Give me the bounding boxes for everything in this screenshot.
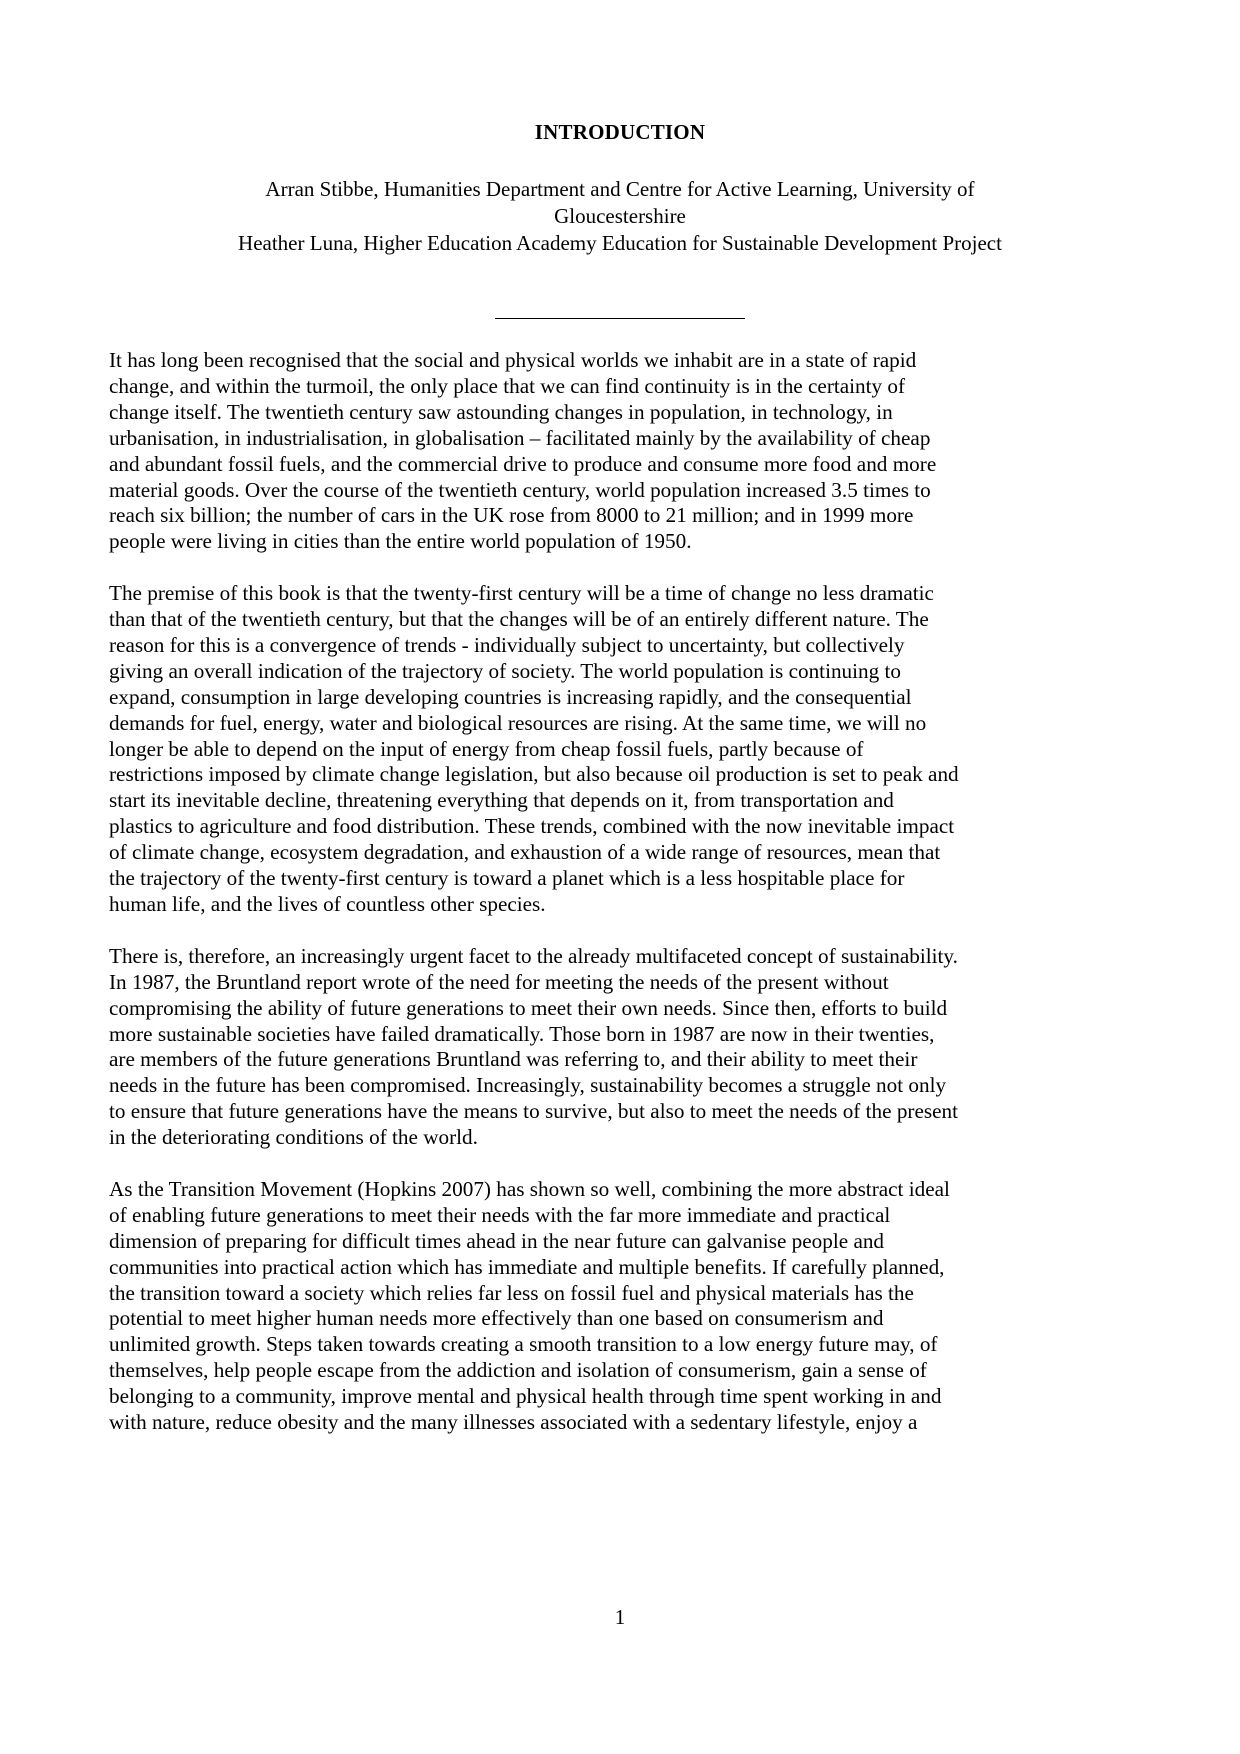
text-line: of enabling future generations to meet their needs with the far more immediate and practical xyxy=(109,1202,891,1227)
text-line: restrictions imposed by climate change legislation, but also because oil production is set to peak and xyxy=(109,762,959,787)
text-line: plastics to agriculture and food distribution. These trends, combined with the now inevitable impact xyxy=(109,814,955,839)
text-line: It has long been recognised that the social and physical worlds we inhabit are in a state of rapid xyxy=(109,348,917,372)
author-line: Arran Stibbe, Humanities Department and Centre for Active Learning, University of xyxy=(265,177,975,201)
page-number: 1 xyxy=(614,1605,626,1629)
text-line: longer be able to depend on the input of energy from cheap fossil fuels, partly because of xyxy=(109,736,864,761)
text-line: expand, consumption in large developing countries is increasing rapidly, and the consequential xyxy=(109,684,912,709)
author-line: Heather Luna, Higher Education Academy Education for Sustainable Development Project xyxy=(238,231,1002,255)
page-title: INTRODUCTION xyxy=(534,120,706,144)
title-separator-rule xyxy=(495,318,745,319)
author-line: Gloucestershire xyxy=(554,204,686,228)
paragraph-3 xyxy=(109,944,1139,1151)
text-line: dimension of preparing for difficult times ahead in the near future can galvanise people and xyxy=(109,1228,885,1253)
paragraph-1 xyxy=(109,348,1139,555)
text-line: urbanisation, in industrialisation, in globalisation – facilitated mainly by the availability of cheap xyxy=(109,425,931,450)
text-line: As the Transition Movement (Hopkins 2007) has shown so well, combining the more abstract ideal xyxy=(109,1176,950,1201)
text-line: There is, therefore, an increasingly urgent facet to the already multifaceted concept of sustainability. xyxy=(109,943,958,968)
text-line: demands for fuel, energy, water and biological resources are rising. At the same time, we will no xyxy=(109,710,927,735)
text-line: giving an overall indication of the trajectory of society. The world population is continuing to xyxy=(109,658,901,683)
text-line: change, and within the turmoil, the only place that we can find continuity is in the certainty of xyxy=(109,373,906,398)
text-line: in the deteriorating conditions of the world. xyxy=(109,1125,478,1150)
text-line: reach six billion; the number of cars in the UK rose from 8000 to 21 million; and in 1999 more xyxy=(109,503,914,528)
text-line: material goods. Over the course of the twentieth century, world population increased 3.5 times to xyxy=(109,477,931,502)
paragraph-4 xyxy=(109,1177,1139,1436)
text-line: needs in the future has been compromised. Increasingly, sustainability becomes a struggle not only xyxy=(109,1073,947,1098)
text-line: than that of the twentieth century, but that the changes will be of an entirely different nature. The xyxy=(109,607,929,632)
text-line: human life, and the lives of countless other species. xyxy=(109,892,546,917)
text-line: communities into practical action which has immediate and multiple benefits. If carefully planned, xyxy=(109,1254,945,1279)
text-line: with nature, reduce obesity and the many illnesses associated with a sedentary lifestyle, enjoy a xyxy=(109,1410,918,1435)
text-line: to ensure that future generations have the means to survive, but also to meet the needs of the present xyxy=(109,1099,959,1124)
text-line: are members of the future generations Bruntland was referring to, and their ability to meet their xyxy=(109,1047,918,1072)
text-line: the trajectory of the twenty-first century is toward a planet which is a less hospitable place for xyxy=(109,866,905,891)
text-line: the transition toward a society which relies far less on fossil fuel and physical materials has the xyxy=(109,1280,914,1305)
author-block xyxy=(150,176,1090,257)
body-text xyxy=(109,348,1139,1462)
text-line: belonging to a community, improve mental and physical health through time spent working in and xyxy=(109,1384,942,1409)
text-line: potential to meet higher human needs more effectively than one based on consumerism and xyxy=(109,1306,884,1331)
text-line: compromising the ability of future generations to meet their own needs. Since then, efforts to build xyxy=(109,995,948,1020)
text-line: start its inevitable decline, threatening everything that depends on it, from transportation and xyxy=(109,788,894,813)
text-line: The premise of this book is that the twenty-first century will be a time of change no less dramatic xyxy=(109,581,934,606)
text-line: people were living in cities than the entire world population of 1950. xyxy=(109,529,692,554)
text-line: of climate change, ecosystem degradation, and exhaustion of a wide range of resources, mean that xyxy=(109,840,941,865)
text-line: unlimited growth. Steps taken towards creating a smooth transition to a low energy future may, of xyxy=(109,1332,938,1357)
text-line: more sustainable societies have failed dramatically. Those born in 1987 are now in their twenties, xyxy=(109,1021,935,1046)
text-line: and abundant fossil fuels, and the commercial drive to produce and consume more food and more xyxy=(109,451,937,476)
text-line: change itself. The twentieth century saw astounding changes in population, in technology, in xyxy=(109,399,893,424)
text-line: reason for this is a convergence of trends - individually subject to uncertainty, but collectively xyxy=(109,632,905,657)
text-line: In 1987, the Bruntland report wrote of the need for meeting the needs of the present without xyxy=(109,969,889,994)
paragraph-2 xyxy=(109,581,1139,918)
text-line: themselves, help people escape from the addiction and isolation of consumerism, gain a sense of xyxy=(109,1358,927,1383)
